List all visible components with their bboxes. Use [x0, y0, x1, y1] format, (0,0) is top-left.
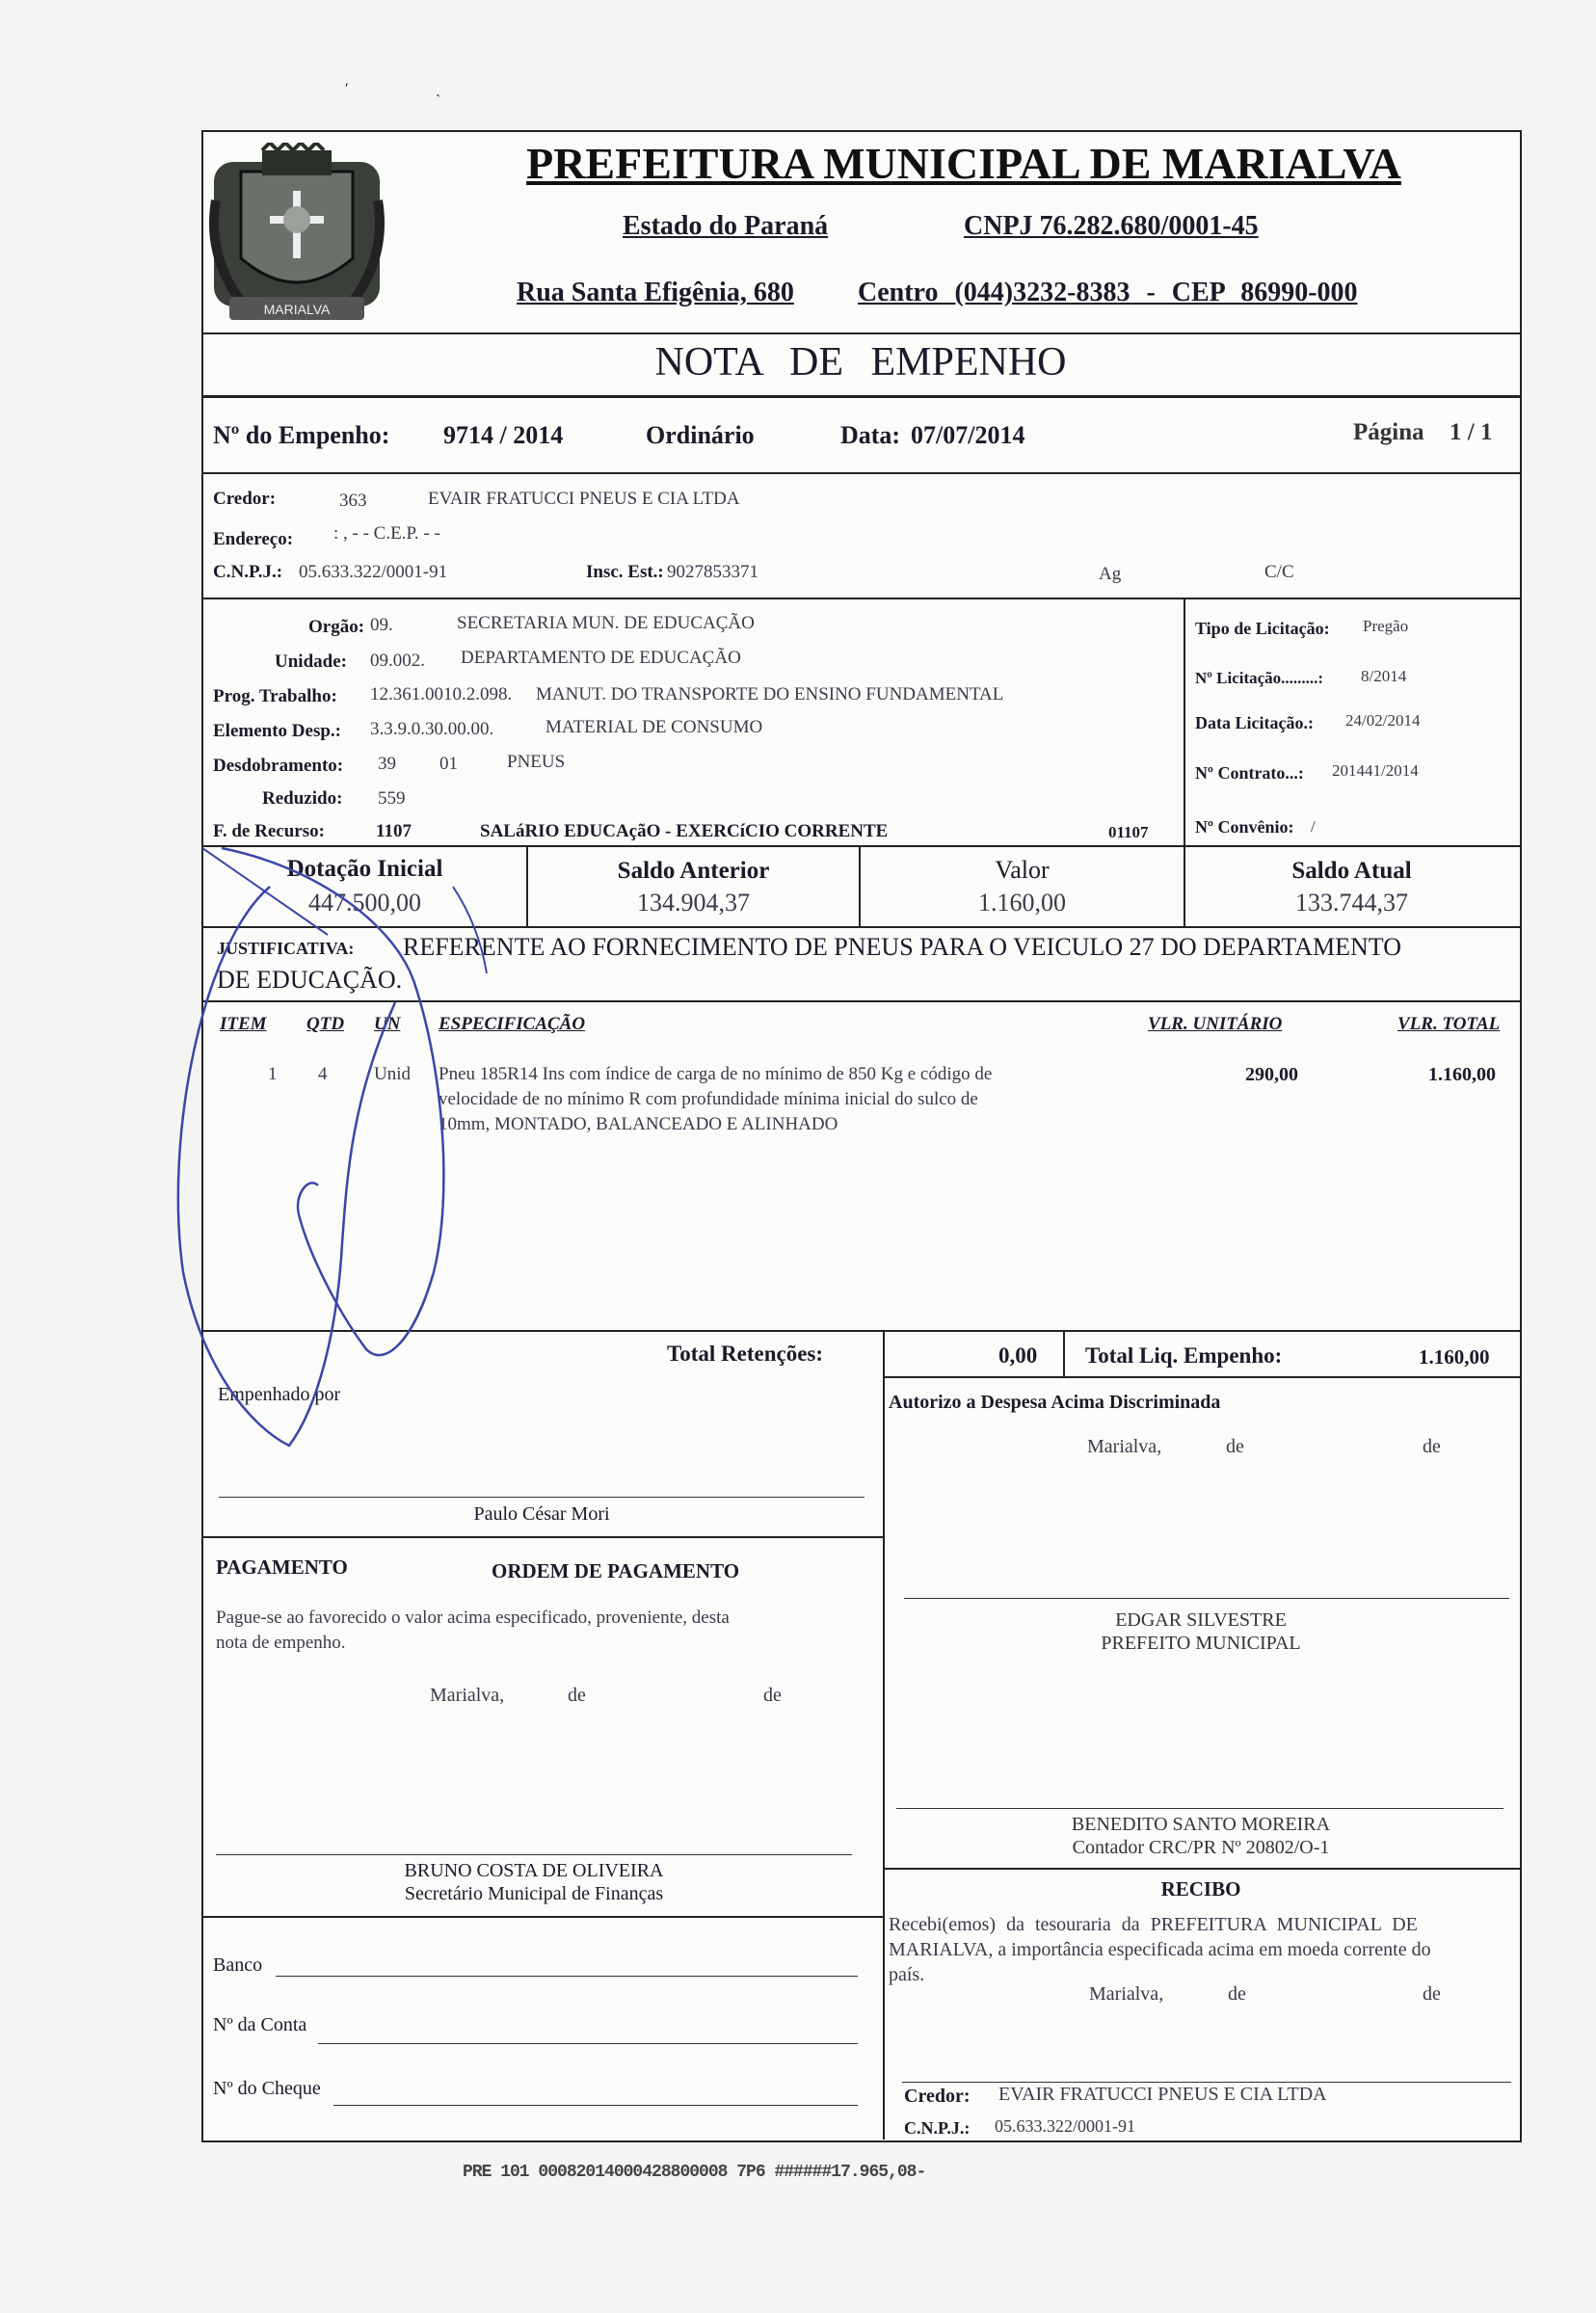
- svg-text:MARIALVA: MARIALVA: [263, 302, 331, 317]
- street-address: Rua Santa Efigênia, 680: [517, 278, 794, 307]
- pagamento-de1: de: [568, 1685, 586, 1706]
- pagamento-text-line1: Pague-se ao favorecido o valor acima especificado, proveniente, desta: [216, 1608, 730, 1628]
- conta-label: Nº da Conta: [213, 2014, 307, 2035]
- unidade-label: Unidade:: [275, 651, 347, 672]
- reduzido-value: 559: [378, 788, 406, 809]
- recibo-cnpj-label: C.N.P.J.:: [904, 2118, 971, 2138]
- tipo-licitacao: Pregão: [1363, 617, 1409, 635]
- dotacao-label: Dotação Inicial: [286, 856, 443, 882]
- prog-label: Prog. Trabalho:: [213, 686, 337, 706]
- recibo-place: Marialva,: [1089, 1983, 1164, 2005]
- empenho-number-label: Nº do Empenho:: [213, 421, 390, 449]
- creditor-cnpj: 05.633.322/0001-91: [299, 562, 448, 582]
- accountant-name: BENEDITO SANTO MOREIRA: [1071, 1814, 1331, 1835]
- autorizo-place: Marialva,: [1087, 1436, 1162, 1457]
- item-total: 1.160,00: [1428, 1064, 1496, 1085]
- orgao-code: 09.: [370, 615, 393, 635]
- convenio-number: /: [1311, 817, 1316, 836]
- unidade-code: 09.002.: [370, 651, 425, 671]
- saldo-anterior-value: 134.904,37: [637, 889, 750, 917]
- elemento-code: 3.3.9.0.30.00.00.: [370, 719, 494, 739]
- saldo-atual-label: Saldo Atual: [1291, 858, 1412, 884]
- recurso-code2: 01107: [1108, 823, 1149, 841]
- desdobramento-name: PNEUS: [507, 752, 566, 772]
- finance-secretary-name: BRUNO COSTA DE OLIVEIRA: [404, 1860, 664, 1881]
- recibo-line2: MARIALVA, a importância especificada acima em moeda corrente do: [889, 1939, 1431, 1960]
- ordem-pagamento: ORDEM DE PAGAMENTO: [492, 1559, 740, 1582]
- date-label: Data:: [840, 421, 901, 449]
- licitacao-date: 24/02/2014: [1345, 711, 1421, 730]
- pagamento-label: PAGAMENTO: [216, 1555, 348, 1579]
- licitacao-number-label: Nº Licitação.........:: [1195, 669, 1324, 687]
- recibo-cnpj: 05.633.322/0001-91: [995, 2116, 1135, 2136]
- recibo-line1: Recebi(emos) da tesouraria da PREFEITURA MUNICIPAL DE: [889, 1914, 1418, 1935]
- autorizo-de1: de: [1226, 1436, 1244, 1457]
- empenhado-name: Paulo César Mori: [473, 1503, 610, 1525]
- document-title: NOTA DE EMPENHO: [654, 340, 1067, 385]
- creditor-address: : , - - C.E.P. - -: [333, 523, 440, 544]
- item-spec-line3: 10mm, MONTADO, BALANCEADO E ALINHADO: [439, 1114, 838, 1134]
- recibo-line3: país.: [889, 1964, 925, 1985]
- licitacao-date-label: Data Licitação.:: [1195, 713, 1314, 732]
- prog-name: MANUT. DO TRANSPORTE DO ENSINO FUNDAMENTAL: [536, 684, 1004, 705]
- page-label: Página: [1353, 419, 1424, 445]
- tipo-licitacao-label: Tipo de Licitação:: [1195, 619, 1330, 638]
- recibo-label: RECIBO: [1160, 1877, 1241, 1901]
- licitacao-number: 8/2014: [1361, 667, 1407, 685]
- empenho-type: Ordinário: [646, 421, 755, 449]
- recurso-name: SALáRIO EDUCAçãO - EXERCíCIO CORRENTE: [480, 821, 889, 841]
- dotacao-value: 447.500,00: [308, 889, 421, 917]
- autorizo-de2: de: [1423, 1436, 1441, 1457]
- finance-secretary-title: Secretário Municipal de Finanças: [404, 1883, 664, 1904]
- convenio-label: Nº Convênio:: [1195, 817, 1294, 837]
- pagamento-de2: de: [763, 1685, 782, 1706]
- prog-code: 12.361.0010.2.098.: [370, 684, 513, 705]
- orgao-name: SECRETARIA MUN. DE EDUCAÇÃO: [457, 613, 755, 633]
- stray-mark: ˎ: [436, 81, 441, 97]
- saldo-anterior-label: Saldo Anterior: [617, 858, 770, 884]
- liquido-label: Total Liq. Empenho:: [1085, 1343, 1283, 1368]
- items-col-unit-price: VLR. UNITÁRIO: [1148, 1014, 1283, 1034]
- justificativa-line2: DE EDUCAÇÃO.: [217, 966, 403, 994]
- autorizo-label: Autorizo a Despesa Acima Discriminada: [889, 1392, 1221, 1413]
- desdobramento-label: Desdobramento:: [213, 756, 344, 776]
- justificativa-line1: REFERENTE AO FORNECIMENTO DE PNEUS PARA O VEICULO 27 DO DEPARTAMENTO: [403, 933, 1401, 961]
- empenhado-label: Empenhado por: [218, 1384, 341, 1405]
- contrato-number: 201441/2014: [1332, 761, 1419, 780]
- elemento-label: Elemento Desp.:: [213, 721, 341, 741]
- stray-mark: ′: [345, 81, 349, 97]
- pagamento-text-line2: nota de empenho.: [216, 1633, 346, 1653]
- municipality-title: PREFEITURA MUNICIPAL DE MARIALVA: [526, 139, 1401, 188]
- orgao-label: Orgão:: [308, 617, 365, 637]
- conta-field: [318, 2043, 858, 2044]
- item-spec-line1: Pneu 185R14 Ins com índice de carga de no mínimo de 850 Kg e código de: [439, 1064, 993, 1084]
- insc-label: Insc. Est.:: [586, 562, 664, 582]
- cnpj-header: CNPJ 76.282.680/0001-45: [964, 211, 1259, 241]
- desdobramento-sub: 01: [439, 754, 458, 774]
- recibo-credor-name: EVAIR FRATUCCI PNEUS E CIA LTDA: [998, 2084, 1327, 2105]
- creditor-name: EVAIR FRATUCCI PNEUS E CIA LTDA: [428, 489, 740, 509]
- justificativa-label: JUSTIFICATIVA:: [217, 939, 355, 958]
- recurso-code: 1107: [376, 821, 412, 841]
- creditor-code: 363: [339, 491, 367, 511]
- liquido-value: 1.160,00: [1419, 1345, 1490, 1369]
- empenho-date: 07/07/2014: [911, 421, 1025, 449]
- contrato-label: Nº Contrato...:: [1195, 763, 1304, 783]
- items-col-qtd: QTD: [306, 1014, 345, 1034]
- valor-value: 1.160,00: [978, 889, 1066, 917]
- elemento-name: MATERIAL DE CONSUMO: [545, 717, 763, 737]
- items-col-spec: ESPECIFICAÇÃO: [439, 1014, 586, 1034]
- valor-label: Valor: [995, 856, 1050, 884]
- items-col-un: UN: [374, 1014, 401, 1034]
- accountant-title: Contador CRC/PR Nº 20802/O-1: [1072, 1837, 1330, 1858]
- items-col-total: VLR. TOTAL: [1397, 1014, 1501, 1034]
- recibo-de2: de: [1423, 1983, 1441, 2005]
- saldo-atual-value: 133.744,37: [1295, 889, 1408, 917]
- items-col-item: ITEM: [220, 1014, 267, 1034]
- pagamento-place: Marialva,: [430, 1685, 505, 1706]
- empenho-number: 9714 / 2014: [443, 421, 564, 449]
- mayor-name: EDGAR SILVESTRE: [1115, 1609, 1287, 1631]
- retencoes-label: Total Retenções:: [667, 1342, 824, 1366]
- desdobramento-code: 39: [378, 754, 396, 774]
- item-spec-line2: velocidade de no mínimo R com profundidade mínima inicial do sulco de: [439, 1089, 978, 1109]
- banco-label: Banco: [213, 1954, 263, 1976]
- cc-label: C/C: [1264, 562, 1294, 582]
- cnpj-label: C.N.P.J.:: [213, 562, 283, 582]
- item-number: 1: [268, 1064, 278, 1084]
- cheque-label: Nº do Cheque: [213, 2078, 321, 2099]
- creditor-insc: 9027853371: [667, 562, 758, 582]
- district-phone: Centro (044)3232-8383 - CEP 86990-000: [858, 278, 1358, 307]
- address-label: Endereço:: [213, 529, 294, 549]
- reduzido-label: Reduzido:: [262, 788, 343, 809]
- cheque-field: [333, 2105, 858, 2106]
- municipal-crest-icon: [202, 143, 391, 341]
- recurso-label: F. de Recurso:: [213, 821, 325, 841]
- item-unit: Unid: [374, 1064, 411, 1084]
- state-name: Estado do Paraná: [623, 211, 829, 241]
- banco-field: [276, 1976, 858, 1977]
- ag-label: Ag: [1099, 564, 1122, 584]
- item-qtd: 4: [318, 1064, 328, 1084]
- recibo-de1: de: [1228, 1983, 1246, 2005]
- retencoes-value: 0,00: [998, 1343, 1038, 1368]
- page-number: 1 / 1: [1450, 419, 1493, 445]
- recibo-credor-label: Credor:: [904, 2086, 971, 2107]
- unidade-name: DEPARTAMENTO DE EDUCAÇÃO: [461, 648, 741, 668]
- item-unit-price: 290,00: [1245, 1064, 1298, 1085]
- creditor-label: Credor:: [213, 489, 277, 509]
- mayor-title: PREFEITO MUNICIPAL: [1101, 1633, 1301, 1654]
- footer-code: PRE 101 00082014000428800008 7P6 ######17.965,08-: [463, 2163, 926, 2182]
